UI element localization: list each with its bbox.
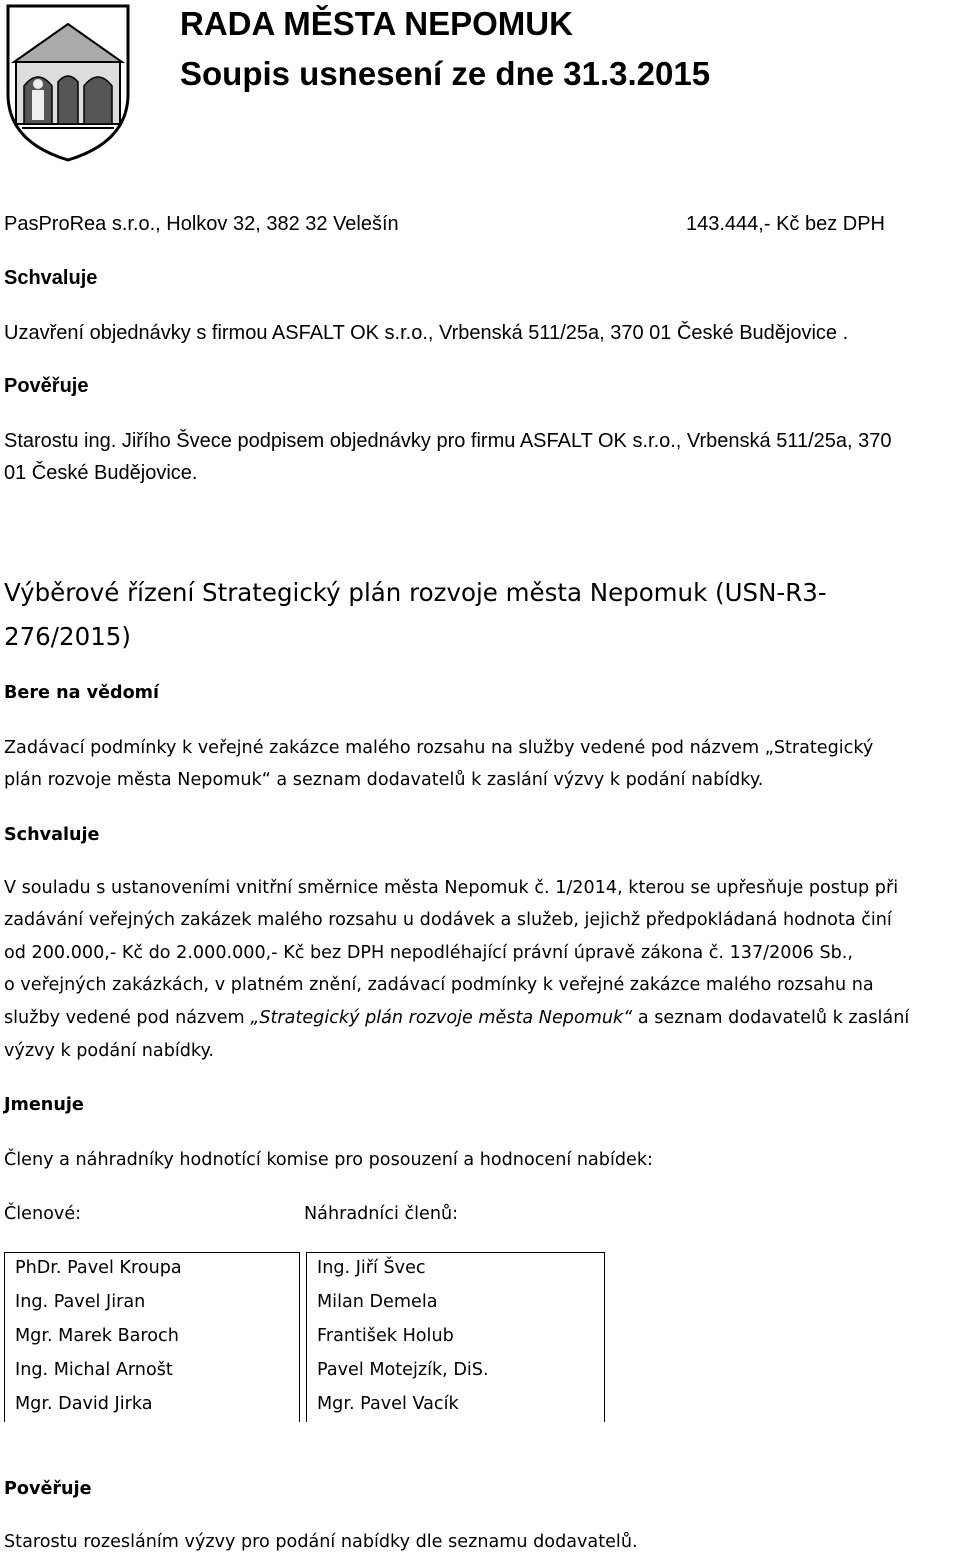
approve-label: Schvaluje — [4, 267, 98, 289]
authorize-label-2: Pověřuje — [4, 1479, 92, 1499]
substitutes-label: Náhradníci členů: — [304, 1204, 459, 1224]
approve-text-line1: V souladu s ustanoveními vnitřní směrnice města Nepomuk č. 1/2014, kterou se upřesňuje postup při — [4, 878, 899, 898]
approve-label-2: Schvaluje — [4, 825, 100, 845]
approve-text-line5-pre: služby vedené pod názvem — [4, 1008, 251, 1028]
town-crest-logo — [2, 2, 134, 162]
substitute-item: Ing. Jiří Švec — [317, 1258, 426, 1278]
page-subtitle: Soupis usnesení ze dne 31.3.2015 — [180, 55, 711, 92]
section-heading-line2: 276/2015) — [4, 622, 131, 651]
members-list — [4, 1252, 300, 1422]
authorize-label: Pověřuje — [4, 375, 89, 397]
approve-text-line3: od 200.000,- Kč do 2.000.000,- Kč bez DPH nepodléhající právní úpravě zákona č. 137/2006 Sb., — [4, 943, 853, 963]
substitute-item: Milan Demela — [317, 1292, 438, 1312]
substitutes-list — [306, 1252, 605, 1422]
approve-text: Uzavření objednávky s firmou ASFALT OK s.r.o., Vrbenská 511/25a, 370 01 České Budějovice . — [4, 322, 849, 344]
member-item: Ing. Pavel Jiran — [15, 1292, 146, 1312]
approve-text-line5 — [4, 1007, 909, 1029]
price-line: 143.444,- Kč bez DPH — [686, 213, 885, 235]
page-title: RADA MĚSTA NEPOMUK — [180, 5, 573, 42]
substitute-item: Mgr. Pavel Vacík — [317, 1394, 459, 1414]
member-item: PhDr. Pavel Kroupa — [15, 1258, 182, 1278]
approve-text-line5-post: a seznam dodavatelů k zaslání — [632, 1008, 910, 1028]
supplier-line: PasProRea s.r.o., Holkov 32, 382 32 Velešín — [4, 213, 399, 235]
approve-text-line5-emphasis: „Strategický plán rozvoje města Nepomuk“ — [250, 1008, 633, 1028]
substitute-item: František Holub — [317, 1326, 454, 1346]
member-item: Mgr. David Jirka — [15, 1394, 153, 1414]
noted-text-line2: plán rozvoje města Nepomuk“ a seznam dodavatelů k zaslání výzvy k podání nabídky. — [4, 770, 764, 790]
appoint-label: Jmenuje — [4, 1095, 84, 1115]
member-item: Mgr. Marek Baroch — [15, 1326, 179, 1346]
authorize-text-2: Starostu rozesláním výzvy pro podání nabídky dle seznamu dodavatelů. — [4, 1532, 638, 1552]
approve-text-line2: zadávání veřejných zakázek malého rozsahu u dodávek a služeb, jejichž předpokládaná hodnota činí — [4, 910, 892, 930]
member-item: Ing. Michal Arnošt — [15, 1360, 173, 1380]
noted-text-line1: Zadávací podmínky k veřejné zakázce malého rozsahu na služby vedené pod názvem „Strategický — [4, 738, 874, 758]
members-label: Členové: — [4, 1204, 82, 1224]
appoint-text: Členy a náhradníky hodnotící komise pro posouzení a hodnocení nabídek: — [4, 1150, 653, 1170]
noted-label: Bere na vědomí — [4, 683, 160, 703]
approve-text-line4: o veřejných zakázkách, v platném znění, zadávací podmínky k veřejné zakázce malého rozsahu na — [4, 975, 874, 995]
approve-text-line6: výzvy k podání nabídky. — [4, 1041, 214, 1061]
substitute-item: Pavel Motejzík, DiS. — [317, 1360, 489, 1380]
section-heading-line1: Výběrové řízení Strategický plán rozvoje města Nepomuk (USN-R3- — [4, 578, 827, 607]
authorize-text-line1: Starostu ing. Jiřího Švece podpisem objednávky pro firmu ASFALT OK s.r.o., Vrbenská 511/25a, 370 — [4, 430, 892, 452]
authorize-text-line2: 01 České Budějovice. — [4, 462, 198, 484]
